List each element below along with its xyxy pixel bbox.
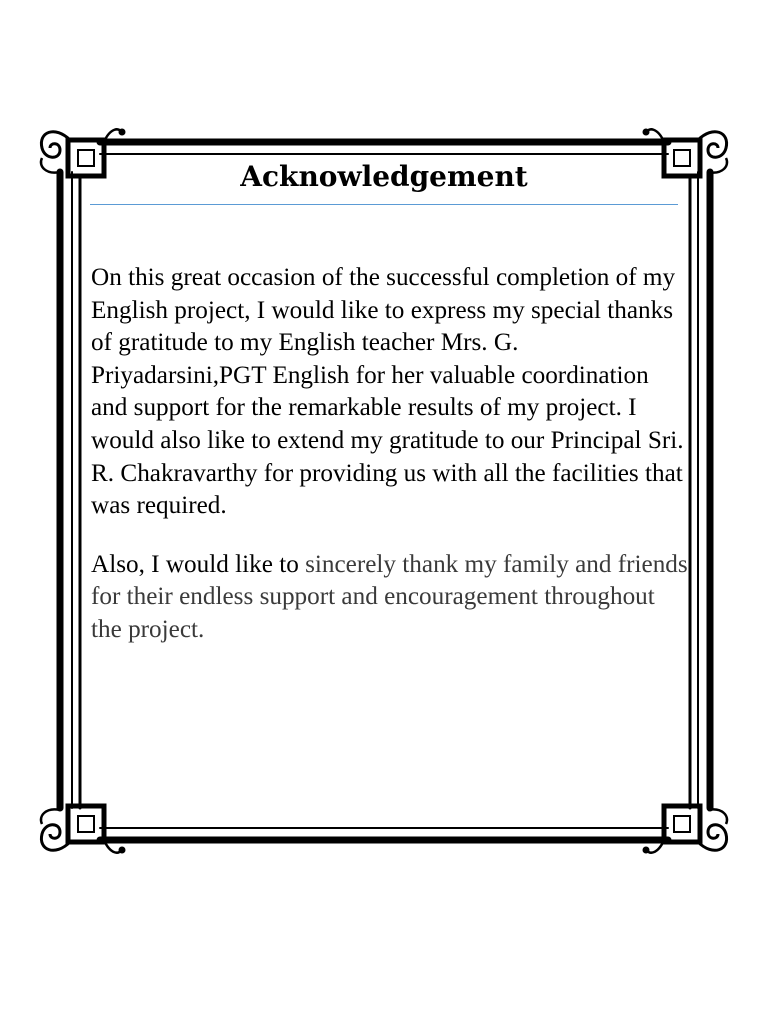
page-title: Acknowledgement — [240, 160, 528, 193]
paragraph-gratitude-teacher: On this great occasion of the successful completion of my English project, I would like to express my special thanks of gratitude to my English teacher Mrs. G. Priyadarsini,PGT English for her valuable coordination and support for the remarkable results of my project. I would also like to extend my gratitude to our Principal Sri. R. Chakravarthy for providing us with all the facilities that was required. — [91, 264, 690, 520]
paragraph-gratitude-family — [91, 549, 694, 647]
acknowledgement-body — [91, 262, 694, 673]
corner-ornament-bottom-left — [41, 806, 125, 853]
paragraph-2-rest: sincerely thank my family and friends for their endless support and encouragement throughout the project. — [91, 550, 694, 643]
corner-ornament-bottom-right — [643, 806, 727, 853]
paragraph-2-lead: Also, I would like to — [91, 550, 306, 578]
title-underline-divider — [90, 204, 678, 205]
